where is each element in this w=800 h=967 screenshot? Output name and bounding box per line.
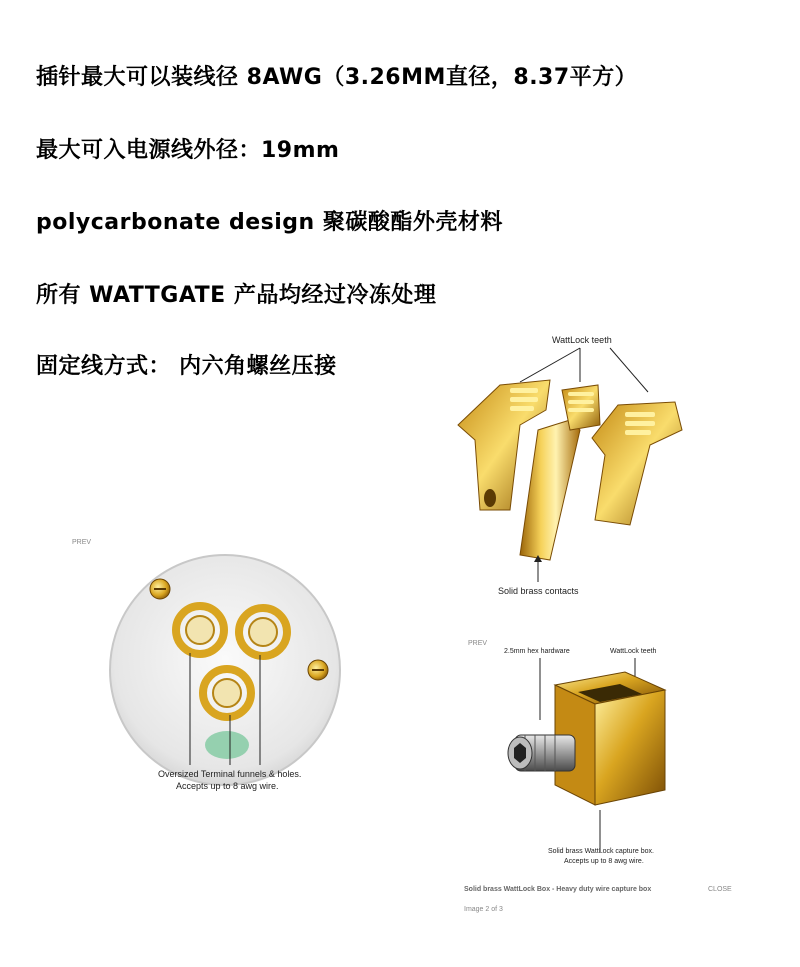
spec-wire-gauge: 插针最大可以装线径 8AWG（3.26MM直径，8.37平方） xyxy=(36,65,638,90)
spec-fixing-method: 固定线方式： 内六角螺丝压接 xyxy=(36,354,337,379)
image-counter: Image 2 of 3 xyxy=(464,906,503,913)
connector-caption-line1: Oversized Terminal funnels & holes. xyxy=(158,769,302,779)
image-title: Solid brass WattLock Box - Heavy duty wire capture box xyxy=(464,886,652,893)
wattlock-teeth-label: WattLock teeth xyxy=(552,335,612,345)
spec-cryo-treatment: 所有 WATTGATE 产品均经过冷冻处理 xyxy=(36,283,437,308)
close-button[interactable]: CLOSE xyxy=(708,886,732,893)
connector-caption-line2: Accepts up to 8 awg wire. xyxy=(176,781,279,791)
hex-hardware-label: 2.5mm hex hardware xyxy=(504,648,570,655)
spec-material: polycarbonate design 聚碳酸酯外壳材料 xyxy=(36,210,503,235)
contacts-photo xyxy=(420,330,710,610)
spec-cable-diameter: 最大可入电源线外径：19mm xyxy=(36,138,340,163)
box-caption-line2: Accepts up to 8 awg wire. xyxy=(564,858,644,865)
prev-link[interactable]: PREV xyxy=(72,539,92,546)
brass-contacts-label: Solid brass contacts xyxy=(498,586,579,596)
wattlock-teeth-label: WattLock teeth xyxy=(610,648,657,655)
box-caption-line1: Solid brass WattLock capture box. xyxy=(548,848,654,855)
prev-link[interactable]: PREV xyxy=(468,640,488,647)
capture-box-photo xyxy=(460,630,760,920)
capture-box-illustration xyxy=(460,630,760,860)
brass-contacts-illustration xyxy=(420,330,710,610)
connector-photo xyxy=(70,535,360,805)
connector-face-illustration xyxy=(70,535,360,805)
